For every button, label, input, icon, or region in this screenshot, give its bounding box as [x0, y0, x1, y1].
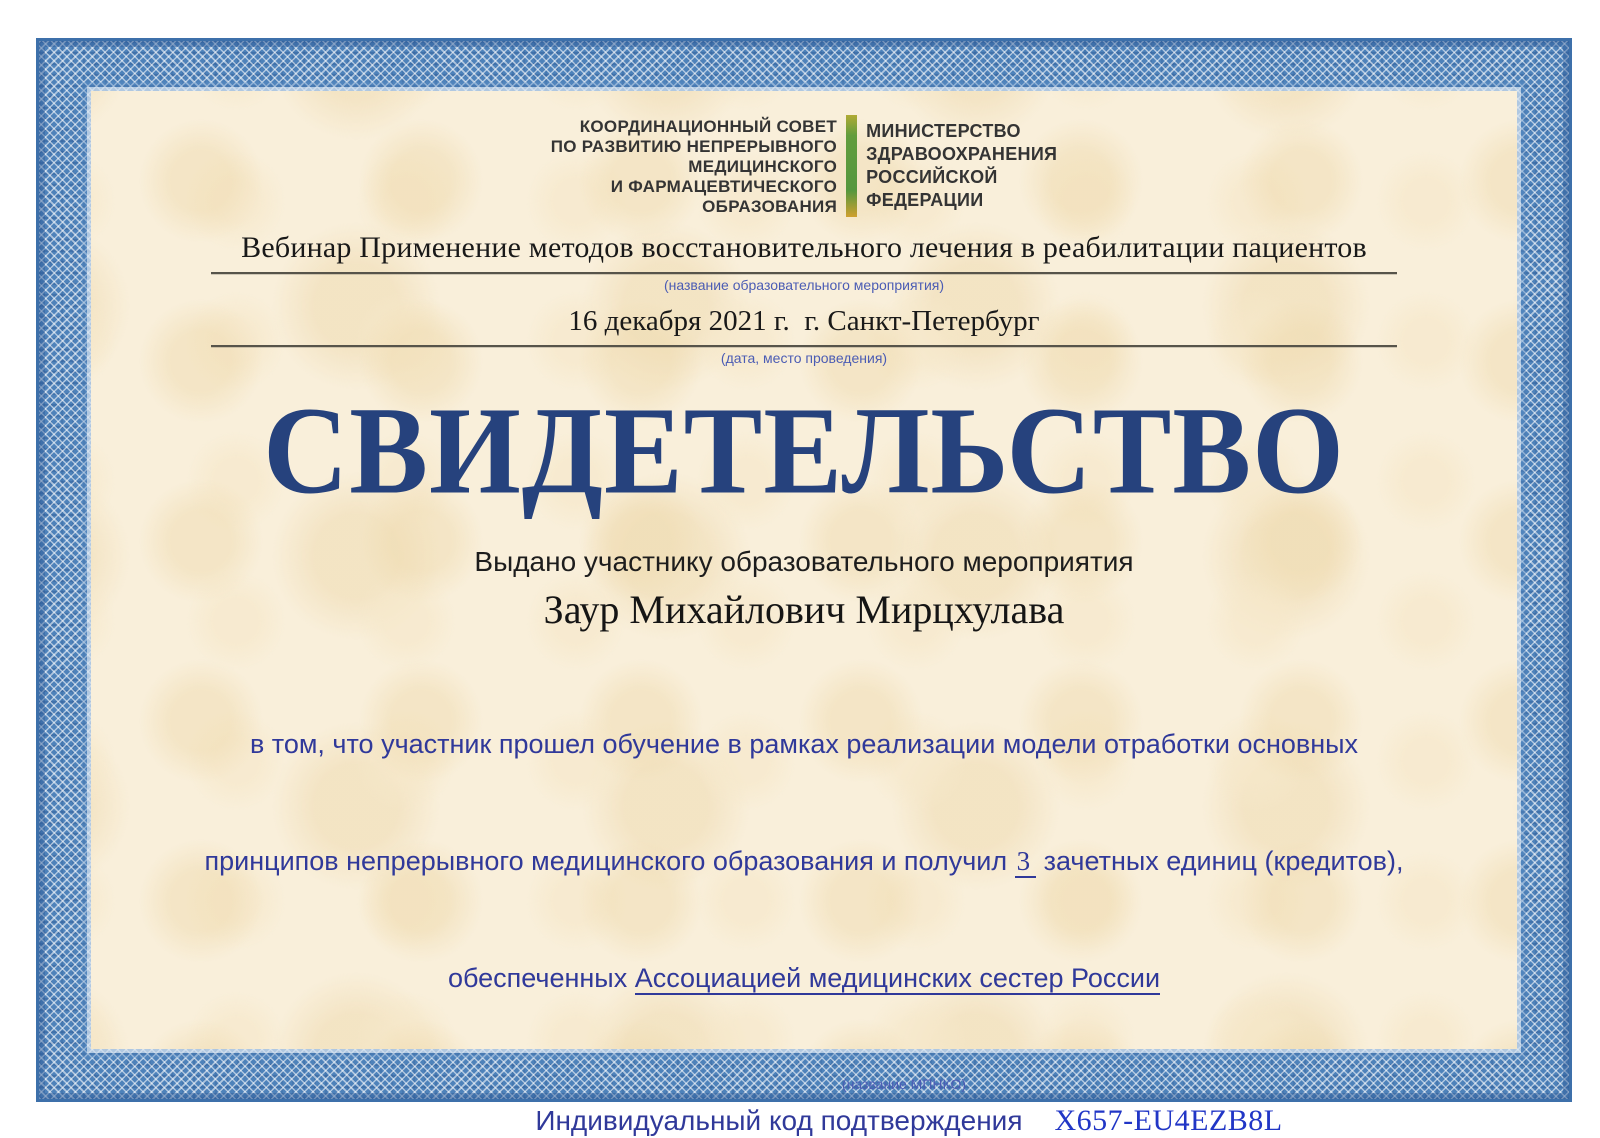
- ministry-logo-text: [866, 120, 1057, 212]
- header-logos: [91, 115, 1517, 217]
- event-title: Вебинар Применение методов восстановительного лечения в реабилитации пациентов: [241, 231, 1367, 264]
- logo-divider-bar: [846, 115, 857, 217]
- credits-value: 3: [1015, 846, 1037, 878]
- confirmation-code-value: X657-EU4EZB8L: [1054, 1104, 1283, 1137]
- provider-organization-name: Ассоциацией медицинских сестер России: [634, 963, 1161, 993]
- org-right-line: ФЕДЕРАЦИИ: [866, 190, 984, 210]
- date-place-caption: (дата, место проведения): [720, 350, 888, 366]
- certificate-paper: [91, 91, 1517, 1137]
- coordination-council-logo-text: [551, 115, 837, 217]
- org-left-line: ОБРАЗОВАНИЯ: [702, 197, 838, 216]
- org-left-line: И ФАРМАЦЕВТИЧЕСКОГО: [610, 177, 838, 196]
- org-right-line: МИНИСТЕРСТВО: [866, 121, 1021, 141]
- body-line-3: [91, 959, 1517, 998]
- divider-line-event: [211, 272, 1397, 274]
- body-line-3-text: обеспеченных: [447, 963, 635, 993]
- organization-caption: (название МПНКО): [841, 1076, 967, 1092]
- body-line-2: [91, 842, 1517, 881]
- body-line-2-text: принципов непрерывного медицинского образования и получил: [204, 846, 1015, 876]
- body-line-1: в том, что участник прошел обучение в рамках реализации модели отработки основных: [249, 729, 1359, 759]
- body-paragraph: [91, 647, 1517, 1076]
- org-right-line: РОССИЙСКОЙ: [866, 167, 998, 187]
- issued-to-label: Выдано участнику образовательного мероприятия: [474, 546, 1134, 577]
- recipient-name: Заур Михайлович Мирцхулава: [543, 587, 1065, 632]
- event-title-caption: (название образовательного мероприятия): [663, 277, 945, 293]
- certificate-border: [36, 38, 1572, 1137]
- confirmation-code-label: Индивидуальный код подтверждения: [535, 1105, 1023, 1136]
- org-left-line: МЕДИЦИНСКОГО: [688, 157, 838, 176]
- org-left-line: КООРДИНАЦИОННЫЙ СОВЕТ: [579, 117, 838, 136]
- body-line-2-tail: зачетных единиц (кредитов),: [1036, 846, 1404, 876]
- confirmation-code-row: [196, 1104, 1600, 1138]
- org-right-line: ЗДРАВООХРАНЕНИЯ: [866, 144, 1058, 164]
- org-left-line: ПО РАЗВИТИЮ НЕПРЕРЫВНОГО: [550, 137, 838, 156]
- divider-line-date: [211, 345, 1397, 347]
- date-place: 16 декабря 2021 г. г. Санкт-Петербург: [568, 305, 1040, 337]
- certificate-main-title: СВИДЕТЕЛЬСТВО: [263, 381, 1345, 520]
